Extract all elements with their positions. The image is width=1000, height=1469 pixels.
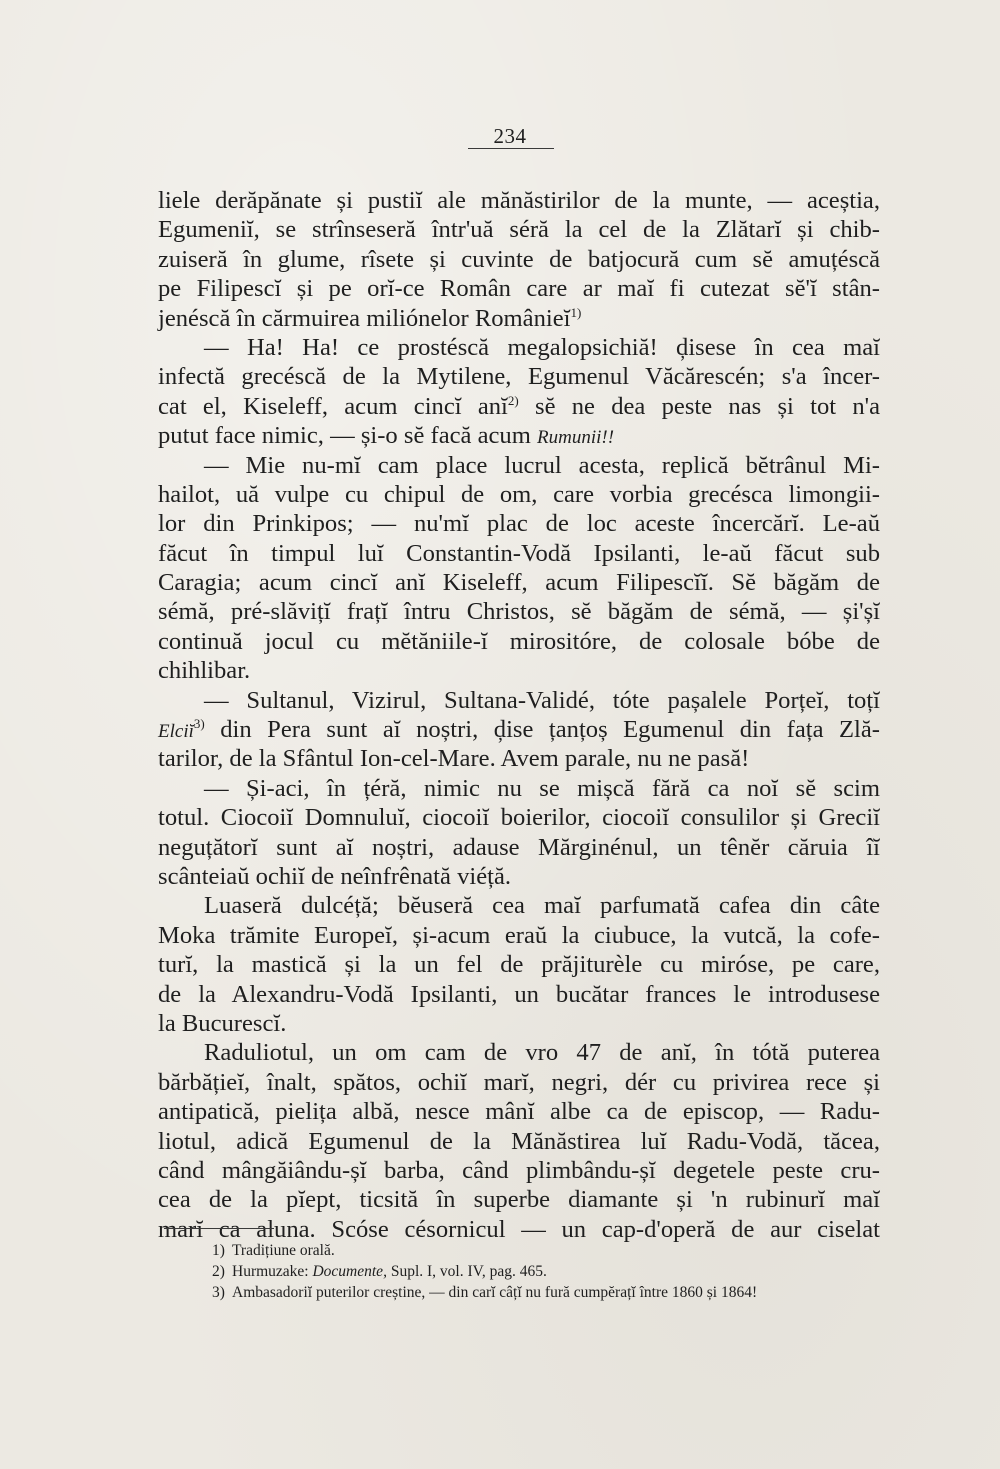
text-line xyxy=(158,656,880,685)
line-text: neguțătorĭ sunt aĭ noștri, adause Mărginénul, un tênĕr căruia îĭ xyxy=(158,833,880,861)
footnote xyxy=(212,1261,892,1282)
footnote-reference: 1) xyxy=(570,304,582,320)
line-text: — Sultanul, Vizirul, Sultana-Validé, tóte pașalele Porțeĭ, toțĭ xyxy=(204,686,880,714)
text-line xyxy=(158,1185,880,1214)
line-text: putut face nimic, — și-o sĕ facă acum xyxy=(158,422,538,450)
text-line xyxy=(158,833,880,862)
footnote-number: 3) xyxy=(212,1284,225,1301)
text-line xyxy=(158,1156,880,1185)
line-text: zuiseră în glume, rîsete și cuvinte de batjocură cum sĕ amuțéscă xyxy=(158,245,880,273)
line-text: marĭ ca aluna. Scóse césornicul — un cap-d'operă de aur ciselat xyxy=(158,1215,880,1243)
line-text: Luaseră dulcéță; bĕuseră cea maĭ parfumată cafea din câte xyxy=(204,892,880,920)
footnote-text: Hurmuzake: xyxy=(232,1263,313,1280)
text-line xyxy=(158,921,880,950)
text-line xyxy=(158,1009,880,1038)
footnote-reference: 2) xyxy=(507,392,519,408)
line-text: jenéscă în cărmuirea miliónelor Românieĭ xyxy=(158,304,571,332)
line-text: Egumeniĭ, se strînseseră într'uă séră la cel de la Zlătarĭ și chib- xyxy=(158,216,880,244)
line-text: când mângăiându-șĭ barba, când plimbându-șĭ degetele peste cru- xyxy=(158,1156,880,1184)
text-line xyxy=(158,451,880,480)
footnote-text: Ambasadoriĭ puterilor creștine, — din carĭ câțĭ nu fură cumpĕrațĭ între 1860 și 1864! xyxy=(232,1284,758,1301)
text-line xyxy=(158,774,880,803)
footnote-number: 1) xyxy=(212,1242,225,1259)
line-text: totul. Ciocoiĭ Domnuluĭ, ciocoiĭ boierilor, ciocoiĭ consulilor și Greciĭ xyxy=(158,804,880,832)
line-text: Moka trămite Europeĭ, și-acum eraŭ la ciubuce, la vutcă, la cofe- xyxy=(158,921,880,949)
line-text: turĭ, la mastică și la un fel de prăjiturèle cu miróse, pe care, xyxy=(158,951,880,979)
text-line xyxy=(158,803,880,832)
line-text: cat el, Kiseleff, acum cincĭ anĭ xyxy=(158,392,508,420)
italic-word: Rumunii!! xyxy=(537,427,615,449)
page-number: 234 xyxy=(493,124,527,148)
text-line xyxy=(158,891,880,920)
text-line xyxy=(158,539,880,568)
italic-word: Elciĭ xyxy=(158,721,194,743)
footnote-text: Tradițiune orală. xyxy=(232,1242,335,1259)
line-text: antipatică, pielița albă, nesce mânĭ albe ca de episcop, — Radu- xyxy=(158,1098,880,1126)
line-text: din Pera sunt aĭ noștri, ḑise țanțoș Egumenul din fața Zlă- xyxy=(204,716,880,744)
text-line xyxy=(158,1068,880,1097)
text-line xyxy=(158,274,880,303)
text-line xyxy=(158,245,880,274)
body-text xyxy=(158,186,880,1244)
footnotes xyxy=(212,1240,892,1303)
text-line xyxy=(158,392,880,421)
footnote-text-continued: Supl. I, vol. IV, pag. 465. xyxy=(386,1263,547,1280)
text-line xyxy=(158,509,880,538)
footnote-italic-title: Documente, xyxy=(312,1263,387,1280)
line-text: liele derăpănate și pustiĭ ale mănăstirilor de la munte, — aceștia, xyxy=(158,187,880,214)
text-line xyxy=(158,362,880,391)
text-line xyxy=(158,686,880,715)
line-text: hailot, uă vulpe cu chipul de om, care vorbia grecésca limongii- xyxy=(158,480,880,508)
text-line xyxy=(158,186,880,215)
text-line xyxy=(158,304,880,333)
text-line xyxy=(158,627,880,656)
text-line xyxy=(158,862,880,891)
footnote-separator xyxy=(164,1228,274,1229)
text-line xyxy=(158,1038,880,1067)
line-text: la Bucurescĭ. xyxy=(158,1009,287,1037)
line-text: continuă jocul cu mĕtăniile-ĭ mirositóre, de colosale bóbe de xyxy=(158,627,880,655)
text-line xyxy=(158,421,880,450)
line-text: făcut în timpul luĭ Constantin-Vodă Ipsilanti, le-aŭ făcut sub xyxy=(158,539,880,567)
text-line xyxy=(158,950,880,979)
line-text: infectă grecéscă de la Mytilene, Egumenul Văcărescén; s'a încer- xyxy=(158,363,880,391)
text-line xyxy=(158,333,880,362)
footnote xyxy=(212,1240,892,1261)
line-text: scânteiaŭ ochiĭ de neînfrênată viéță. xyxy=(158,862,512,890)
footnote xyxy=(212,1282,892,1303)
line-text: — Și-aci, în țéră, nimic nu se mișcă fără ca noĭ sĕ scim xyxy=(204,774,880,802)
text-line xyxy=(158,597,880,626)
line-text: liotul, adică Egumenul de la Mănăstirea luĭ Radu-Vodă, tăcea, xyxy=(158,1127,880,1155)
text-line xyxy=(158,1127,880,1156)
line-text: pe Filipescĭ și pe orĭ-ce Român care ar maĭ fi cutezat sĕ'ĭ stân- xyxy=(158,275,880,303)
line-text: tarilor, de la Sfântul Ion-cel-Mare. Avem parale, nu ne pasă! xyxy=(158,745,750,773)
footnote-number: 2) xyxy=(212,1263,225,1280)
line-text: Caragia; acum cincĭ anĭ Kiseleff, acum Filipescĭĭ. Sĕ băgăm de xyxy=(158,569,880,597)
line-text: sémă, pré-slăvițĭ frațĭ întru Christos, sĕ băgăm de sémă, — și'șĭ xyxy=(158,598,880,626)
line-text: — Mie nu-mĭ cam place lucrul acesta, replică bĕtrânul Mi- xyxy=(204,451,880,479)
text-line xyxy=(158,1097,880,1126)
footnote-reference: 3) xyxy=(193,715,205,731)
text-line xyxy=(158,980,880,1009)
text-line xyxy=(158,480,880,509)
text-line xyxy=(158,568,880,597)
line-text-continued: sĕ ne dea peste nas și tot n'a xyxy=(518,392,880,420)
line-text: de la Alexandru-Vodă Ipsilanti, un bucătar frances le introdusese xyxy=(158,980,880,1008)
line-text: bărbățieĭ, înalt, spătos, ochiĭ marĭ, negri, dér cu privirea rece și xyxy=(158,1068,880,1096)
text-line xyxy=(158,744,880,773)
line-text: cea de la pĭept, ticsită în superbe diamante și 'n rubinurĭ maĭ xyxy=(158,1186,880,1214)
line-text: lor din Prinkipos; — nu'mĭ plac de loc aceste încercărĭ. Le-aŭ xyxy=(158,510,880,538)
text-line xyxy=(158,715,880,744)
text-line xyxy=(158,215,880,244)
line-text: chihlibar. xyxy=(158,657,251,685)
line-text: — Ha! Ha! ce prostéscă megalopsichiă! ḑisese în cea maĭ xyxy=(204,333,880,361)
page-number-rule xyxy=(468,148,554,149)
line-text: Raduliotul, un om cam de vro 47 de anĭ, în tótă puterea xyxy=(204,1039,880,1067)
